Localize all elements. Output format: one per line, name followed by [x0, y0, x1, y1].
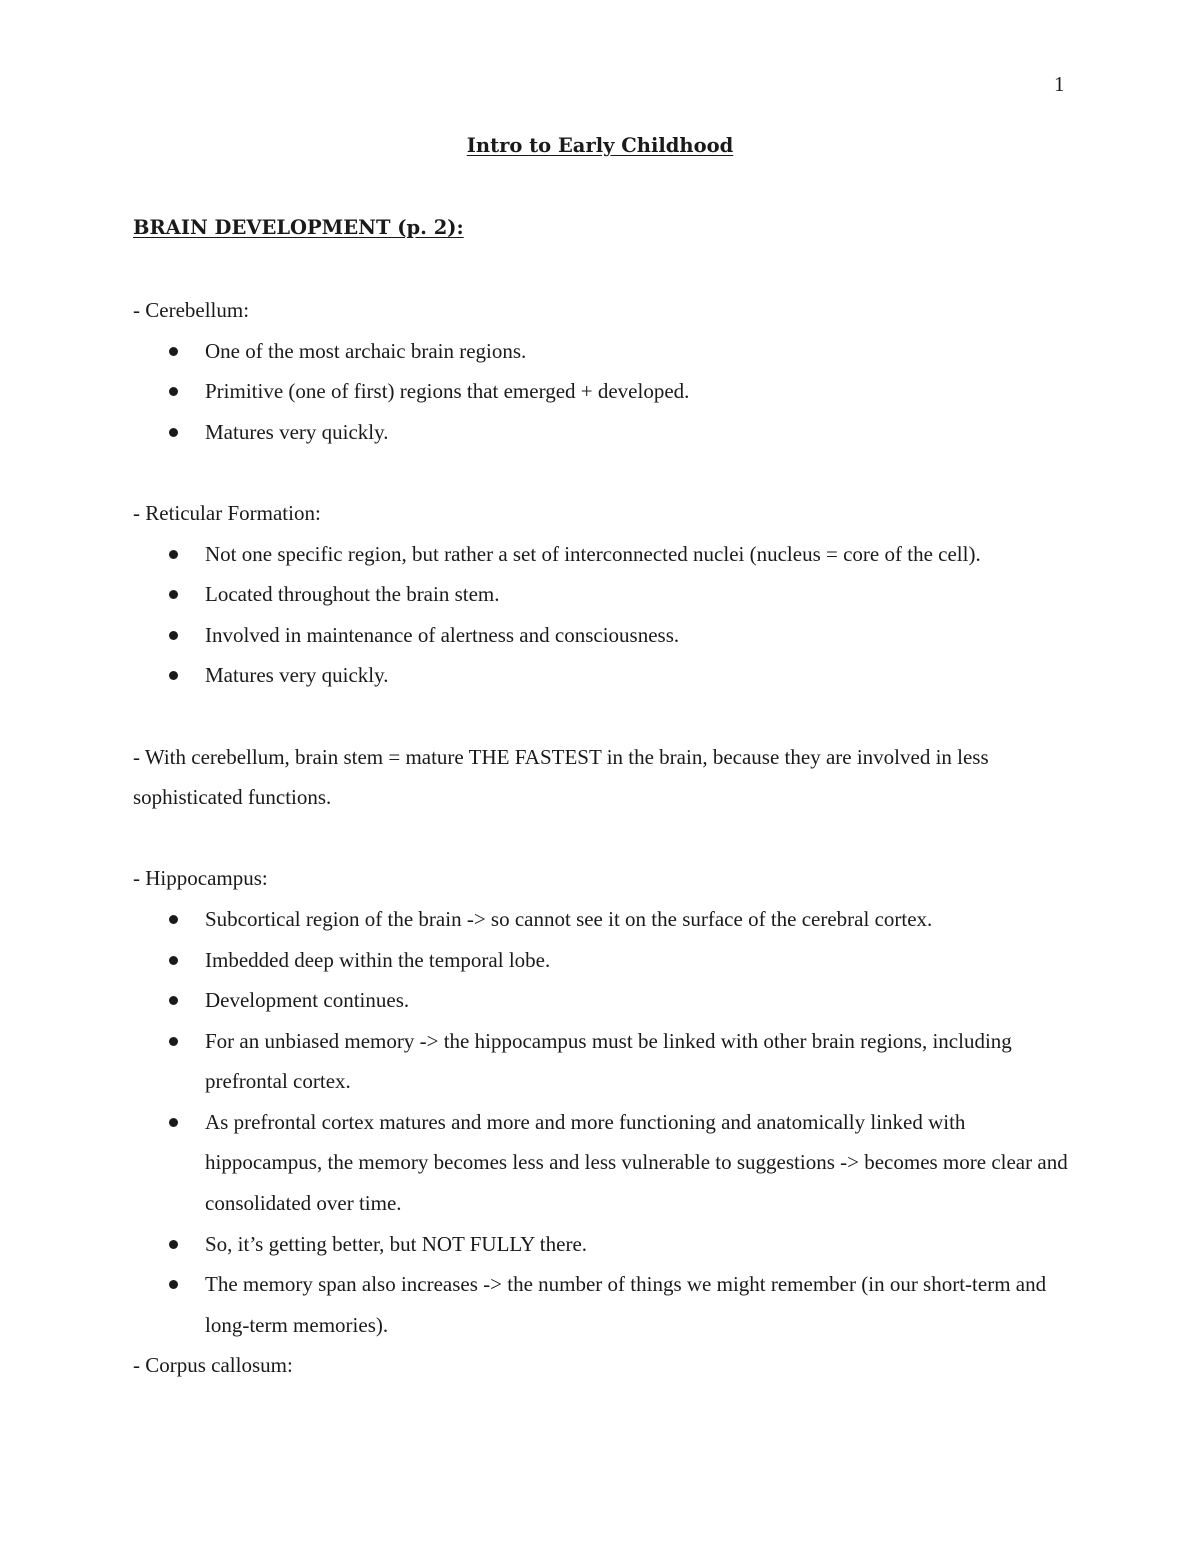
reticular-list — [133, 534, 1068, 696]
list-item-text: So, it’s getting better, but NOT FULLY there. — [205, 1231, 588, 1256]
hippocampus-heading: - Hippocampus: — [133, 866, 268, 891]
cerebellum-list — [133, 331, 1068, 453]
list-item — [133, 1102, 1068, 1224]
list-item — [133, 899, 1068, 940]
brainstem-note: - With cerebellum, brain stem = mature THE FASTEST in the brain, because they are involved in less sophisticated functions. — [133, 744, 989, 810]
spacer — [133, 696, 1068, 737]
list-item — [133, 655, 1068, 696]
reticular-heading: - Reticular Formation: — [133, 500, 321, 525]
spacer — [133, 818, 1068, 859]
bullet-icon — [169, 347, 178, 356]
bullet-icon — [169, 631, 178, 640]
spacer — [133, 452, 1068, 493]
list-item-text: Subcortical region of the brain -> so cannot see it on the surface of the cerebral cortex. — [205, 906, 933, 931]
bullet-icon — [169, 956, 178, 965]
bullet-icon — [169, 590, 178, 599]
bullet-icon — [169, 1240, 178, 1249]
list-item — [133, 1224, 1068, 1265]
document-body — [133, 290, 1068, 1386]
list-item-text: Imbedded deep within the temporal lobe. — [205, 947, 551, 972]
bullet-icon — [169, 1118, 178, 1127]
list-item-text: For an unbiased memory -> the hippocampus must be linked with other brain regions, including prefrontal cortex. — [205, 1028, 1012, 1094]
list-item-text: One of the most archaic brain regions. — [205, 338, 527, 363]
list-item — [133, 615, 1068, 656]
bullet-icon — [169, 1280, 178, 1289]
list-item — [133, 980, 1068, 1021]
bullet-icon — [169, 915, 178, 924]
list-item-text: Not one specific region, but rather a set of interconnected nuclei (nucleus = core of the cell). — [205, 541, 981, 566]
list-item — [133, 331, 1068, 372]
list-item-text: Development continues. — [205, 988, 410, 1013]
list-item — [133, 1264, 1068, 1345]
bullet-icon — [169, 671, 178, 680]
list-item — [133, 574, 1068, 615]
list-item — [133, 940, 1068, 981]
list-item-text: Primitive (one of first) regions that emerged + developed. — [205, 379, 690, 404]
list-item-text: Matures very quickly. — [205, 419, 389, 444]
bullet-icon — [169, 428, 178, 437]
list-item-text: As prefrontal cortex matures and more and more functioning and anatomically linked with hippocampus, the memory becomes less and less vulnerable to suggestions -> becomes more clear and consolidated over time. — [205, 1109, 1068, 1216]
section-heading: BRAIN DEVELOPMENT (p. 2): — [133, 216, 464, 239]
list-item — [133, 534, 1068, 575]
list-item-text: Matures very quickly. — [205, 663, 389, 688]
list-item — [133, 412, 1068, 453]
page-number: 1 — [1054, 72, 1065, 96]
bullet-icon — [169, 387, 178, 396]
hippocampus-list — [133, 899, 1068, 1346]
list-item-text: Located throughout the brain stem. — [205, 582, 500, 607]
list-item — [133, 371, 1068, 412]
bullet-icon — [169, 996, 178, 1005]
corpus-callosum-heading: - Corpus callosum: — [133, 1353, 293, 1378]
list-item — [133, 1021, 1068, 1102]
list-item-text: The memory span also increases -> the number of things we might remember (in our short-term and long-term memories). — [205, 1272, 1047, 1337]
bullet-icon — [169, 550, 178, 559]
cerebellum-heading: - Cerebellum: — [133, 298, 250, 322]
document-title: Intro to Early Childhood — [466, 134, 734, 157]
list-item-text: Involved in maintenance of alertness and consciousness. — [205, 622, 680, 647]
bullet-icon — [169, 1037, 178, 1046]
